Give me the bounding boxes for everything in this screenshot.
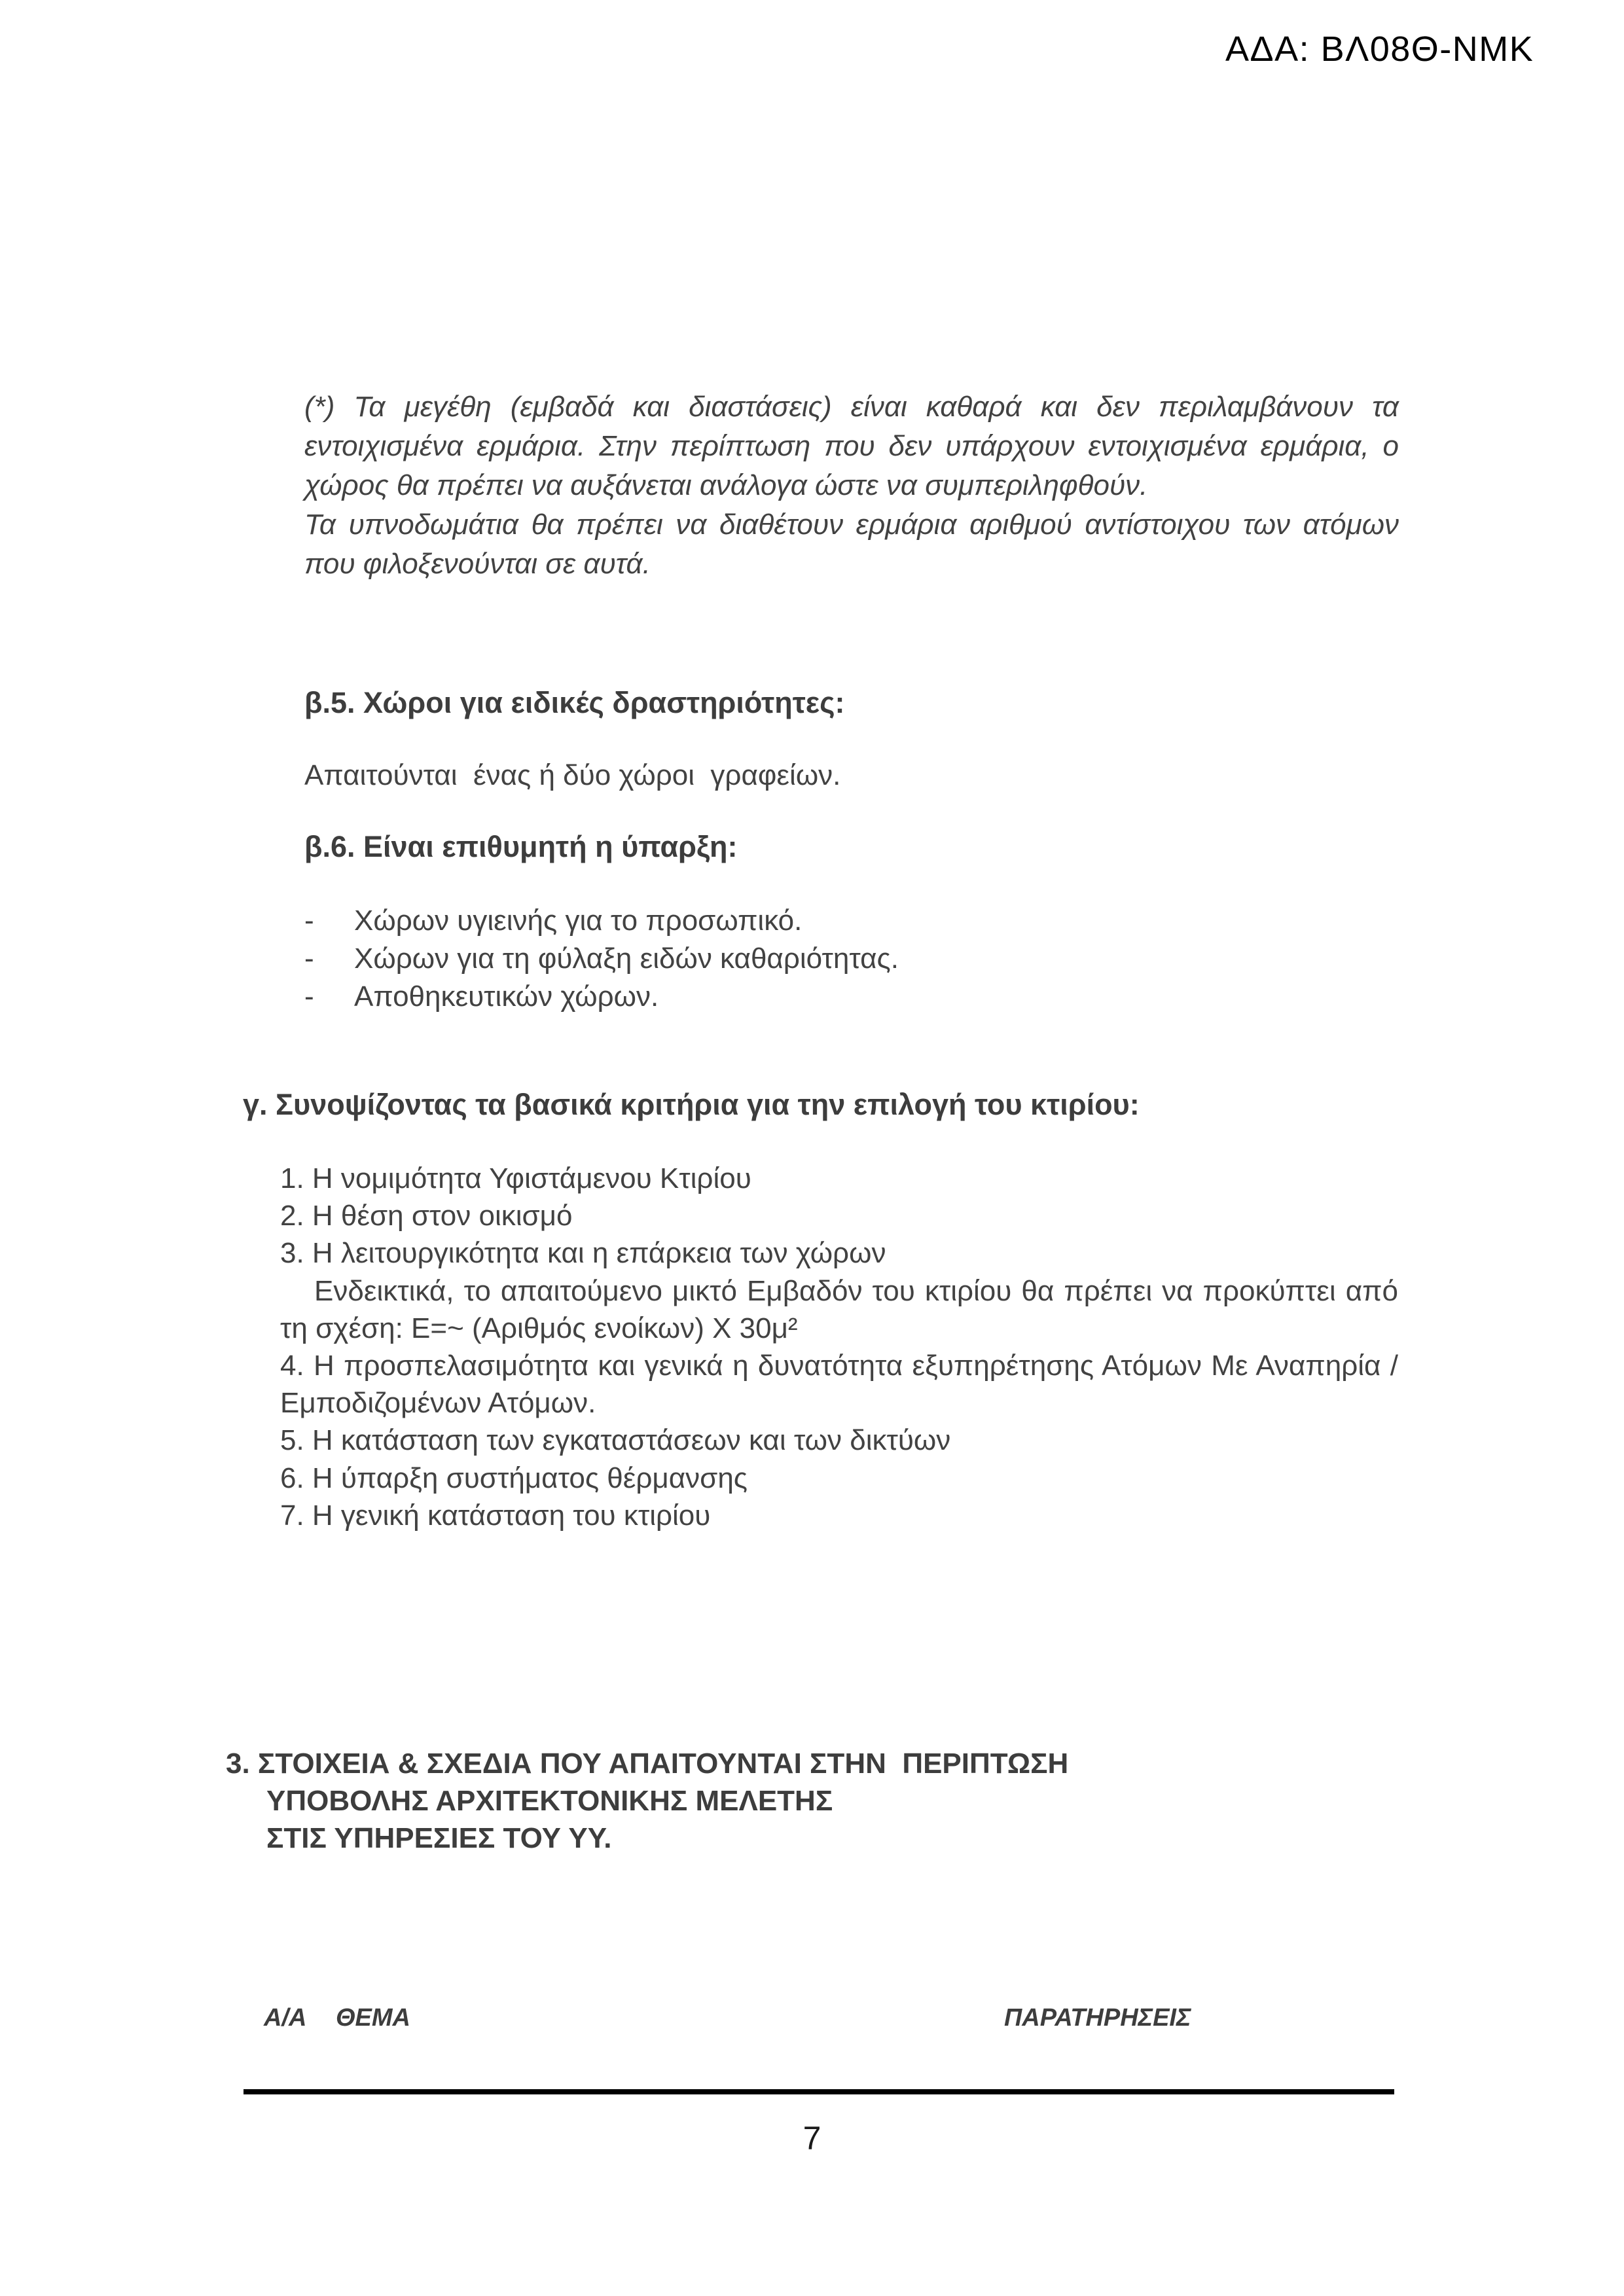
heading-line-2: ΥΠΟΒΟΛΗΣ ΑΡΧΙΤΕΚΤΟΝΙΚΗΣ ΜΕΛΕΤΗΣ [266, 1785, 833, 1817]
list-item-text: Χώρων για τη φύλαξη ειδών καθαριότητας. [354, 942, 899, 975]
column-header-remarks: ΠΑΡΑΤΗΡΗΣΕΙΣ [1004, 2004, 1191, 2032]
note-paragraph-1: (*) Τα μεγέθη (εμβαδά και διαστάσεις) είναι καθαρά και δεν περιλαμβάνουν τα εντοιχισμένα ερμάρια. Στην περίπτωση που δεν υπάρχουν εντοιχισμένα ερμάρια, ο χώρος θα πρέπει να αυξάνεται ανάλογα ώστε να συμπεριληφθούν. [304, 391, 1399, 501]
list-item: 3. Η λειτουργικότητα και η επάρκεια των χώρων [280, 1237, 886, 1270]
list-item: 2. Η θέση στον οικισμό [280, 1200, 573, 1232]
note-block [304, 387, 1399, 584]
list-item: 5. Η κατάσταση των εγκαταστάσεων και των δικτύων [280, 1424, 951, 1457]
dash-bullet: - [304, 905, 314, 937]
list-item: 4. Η προσπελασιμότητα και γενικά η δυνατότητα εξυπηρέτησης Ατόμων Με Αναπηρία / Εμποδιζομένων Ατόμων. [280, 1350, 1398, 1420]
heading-line-1: 3. ΣΤΟΙΧΕΙΑ & ΣΧΕΔΙΑ ΠΟΥ ΑΠΑΙΤΟΥΝΤΑΙ ΣΤΗΝ ΠΕΡΙΠΤΩΣΗ [226, 1748, 1069, 1780]
list-item-text: Αποθηκευτικών χώρων. [354, 980, 659, 1013]
footer-divider [244, 2089, 1394, 2094]
section-b6-heading: β.6. Είναι επιθυμητή η ύπαρξη: [304, 830, 738, 863]
list-item [304, 978, 899, 1016]
dash-bullet: - [304, 942, 314, 975]
list-item-text: Χώρων υγιεινής για το προσωπικό. [354, 905, 803, 937]
section-c-heading: γ. Συνοψίζοντας τα βασικά κριτήρια για την επιλογή του κτιρίου: [243, 1088, 1140, 1121]
list-item: 6. Η ύπαρξη συστήματος θέρμανσης [280, 1462, 748, 1494]
column-header-topic: ΘΕΜΑ [336, 2004, 410, 2032]
heading-line-3: ΣΤΙΣ ΥΠΗΡΕΣΙΕΣ ΤΟΥ ΥΥ. [266, 1822, 612, 1854]
note-paragraph-2: Τα υπνοδωμάτια θα πρέπει να διαθέτουν ερμάρια αριθμού αντίστοιχου των ατόμων που φιλοξενούνται σε αυτά. [304, 509, 1399, 580]
section-b6-list [304, 902, 899, 1016]
ada-reference: ΑΔΑ: ΒΛ08Θ-ΝΜΚ [1225, 29, 1534, 69]
section-b5-heading: β.5. Χώροι για ειδικές δραστηριότητες: [304, 686, 845, 719]
list-item: 7. Η γενική κατάσταση του κτιρίου [280, 1499, 711, 1532]
list-item [304, 940, 899, 978]
formula-note: Ενδεικτικά, το απαιτούμενο μικτό Εμβαδόν του κτιρίου θα πρέπει να προκύπτει από τη σχέση: Ε=~ (Αριθμός ενοίκων) Χ 30μ² [280, 1274, 1398, 1344]
list-item: 1. Η νομιμότητα Υφιστάμενου Κτιρίου [280, 1162, 751, 1194]
table-header-row [0, 2004, 1624, 2043]
section-3-heading [226, 1745, 1068, 1857]
dash-bullet: - [304, 980, 314, 1013]
column-header-index: Α/Α [264, 2004, 307, 2032]
list-item [304, 902, 899, 940]
page-number: 7 [803, 2120, 821, 2157]
section-b5-body: Απαιτούνται ένας ή δύο χώροι γραφείων. [304, 759, 841, 791]
section-c-list [280, 1160, 1398, 1534]
